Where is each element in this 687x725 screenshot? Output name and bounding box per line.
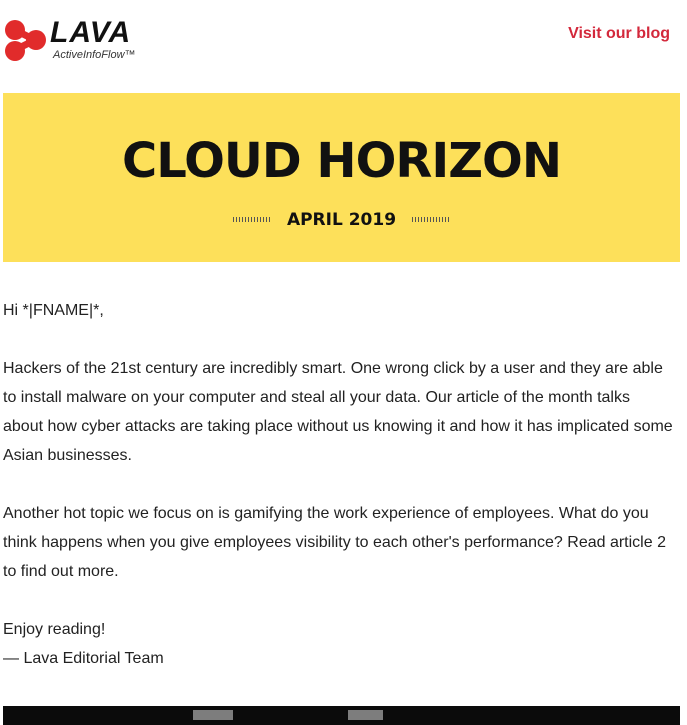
image-highlight [193,710,233,720]
visit-blog-link[interactable]: Visit our blog [568,25,670,42]
left-dash-divider [233,217,271,222]
intro-paragraph: Hackers of the 21st century are incredibly smart. One wrong click by a user and they are able to install malware on your computer and steal all your data. Our article of the month talks about how cyber attacks are taking place without us knowing it and how it has implicated some Asian businesses. [3,360,673,464]
lava-molecule-icon [3,16,49,64]
email-header [0,0,687,80]
image-highlight [348,710,383,720]
right-dash-divider [412,217,450,222]
logo-wordmark: LAVA [50,16,132,49]
lava-logo[interactable] [3,16,153,66]
signature-line: — Lava Editorial Team [3,650,164,667]
logo-tagline: ActiveInfoFlow™ [53,49,136,61]
banner-title: CLOUD HORIZON [121,133,561,189]
banner-date: APRIL 2019 [286,210,397,230]
greeting: Hi *|FNAME|*, [3,302,104,319]
article-hero-image[interactable] [3,706,680,725]
email-body [3,296,673,673]
topic-paragraph: Another hot topic we focus on is gamifying the work experience of employees. What do you think happens when you give employees visibility to each other's performance? Read article 2 to find out more. [3,505,666,580]
banner-subtitle-row [3,209,680,231]
newsletter-banner [3,93,680,262]
closing-line: Enjoy reading! [3,621,106,638]
